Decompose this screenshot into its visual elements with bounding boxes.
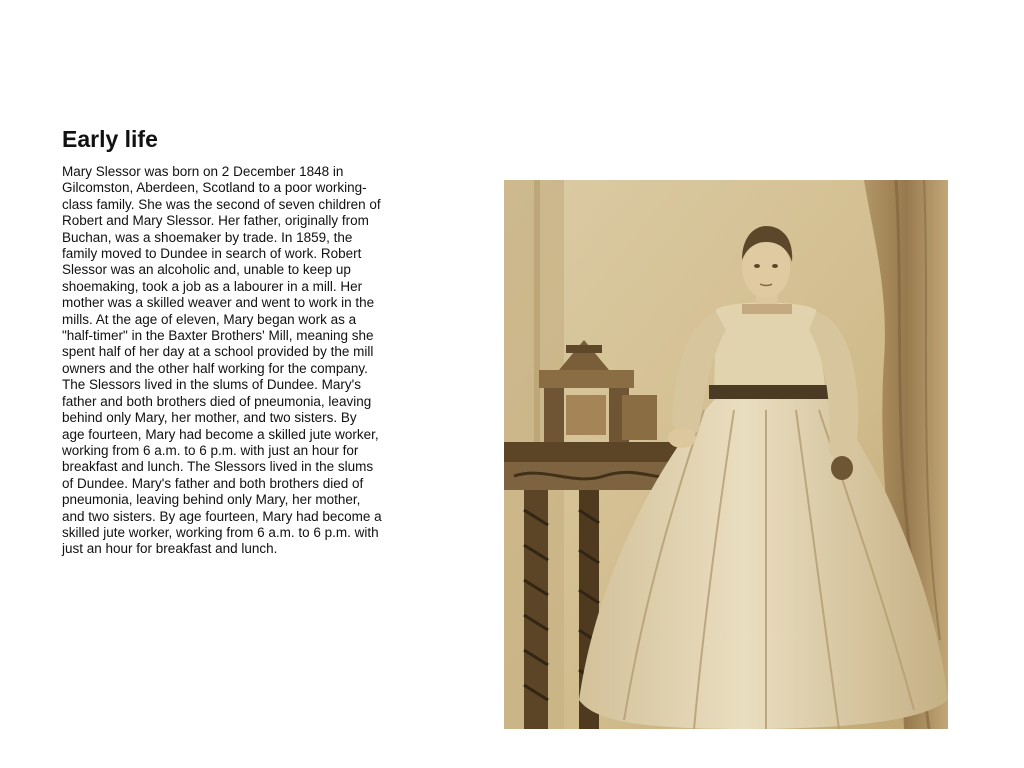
portrait-photo: [504, 180, 948, 729]
slide-body-text: Mary Slessor was born on 2 December 1848 in Gilcomston, Aberdeen, Scotland to a poor working-class family. She was the second of seven children of Robert and Mary Slessor. Her father, originally from Buchan, was a shoemaker by trade. In 1859, the family moved to Dundee in search of work. Robert Slessor was an alcoholic and, unable to keep up shoemaking, took a job as a labourer in a mill. Her mother was a skilled weaver and went to work in the mills. At the age of eleven, Mary began work as a "half-timer" in the Baxter Brothers' Mill, meaning she spent half of her day at a school provided by the mill owners and the other half working for the company. The Slessors lived in the slums of Dundee. Mary's father and both brothers died of pneumonia, leaving behind only Mary, her mother, and two sisters. By age fourteen, Mary had become a skilled jute worker, working from 6 a.m. to 6 p.m. with just an hour for breakfast and lunch. The Slessors lived in the slums of Dundee. Mary's father and both brothers died of pneumonia, leaving behind only Mary, her mother, and two sisters. By age fourteen, Mary had become a skilled jute worker, working from 6 a.m. to 6 p.m. with just an hour for breakfast and lunch.: [62, 164, 382, 557]
slide-title: Early life: [62, 126, 158, 152]
